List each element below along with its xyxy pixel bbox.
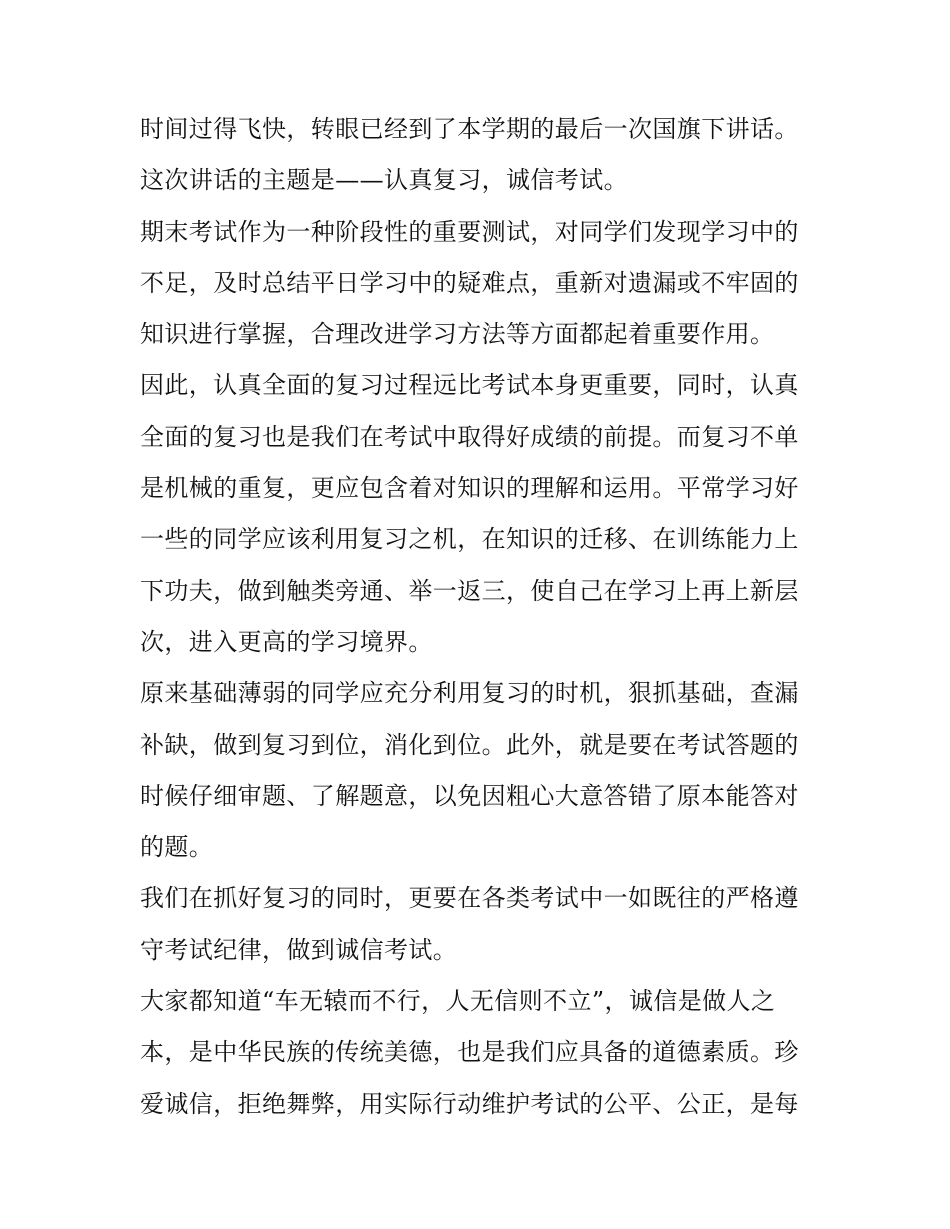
text-line: 爱诚信，拒绝舞弊，用实际行动维护考试的公平、公正，是每 [140,1089,799,1118]
speech-text [140,104,820,1130]
text-line: 守考试纪律，做到诚信考试。 [140,935,458,964]
text-line: 时候仔细审题、了解题意，以免因粗心大意答错了原本能答对 [140,781,799,810]
paragraph-1 [140,104,820,207]
paragraph-4 [140,668,820,873]
text-line: 下功夫，做到触类旁通、举一返三，使自己在学习上再上新层 [140,576,799,605]
text-line: 次，进入更高的学习境界。 [140,627,433,656]
paragraph-3 [140,360,820,668]
text-line: 大家都知道“车无辕而不行，人无信则不立”，诚信是做人之 [140,987,776,1016]
text-line: 时间过得飞快，转眼已经到了本学期的最后一次国旗下讲话。 [140,115,799,143]
text-line: 因此，认真全面的复习过程远比考试本身更重要，同时，认真 [140,371,799,400]
text-line: 的题。 [140,833,214,862]
text-line: 本，是中华民族的传统美德，也是我们应具备的道德素质。珍 [140,1038,799,1067]
text-line: 我们在抓好复习的同时，更要在各类考试中一如既往的严格遵 [140,884,799,913]
text-line: 补缺，做到复习到位，消化到位。此外，就是要在考试答题的 [140,730,799,759]
text-line: 原来基础薄弱的同学应充分利用复习的时机，狠抓基础，查漏 [140,679,799,708]
text-line: 是机械的重复，更应包含着对知识的理解和运用。平常学习好 [140,474,799,503]
text-line: 知识进行掌握，合理改进学习方法等方面都起着重要作用。 [140,320,775,349]
text-line: 期末考试作为一种阶段性的重要测试，对同学们发现学习中的 [140,217,799,246]
text-line: 这次讲话的主题是——认真复习，诚信考试。 [140,166,628,195]
paragraph-6 [140,976,820,1130]
text-line: 不足，及时总结平日学习中的疑难点，重新对遗漏或不牢固的 [140,268,799,297]
paragraph-5 [140,873,820,976]
paragraph-2 [140,207,820,361]
text-line: 一些的同学应该利用复习之机，在知识的迁移、在训练能力上 [140,525,799,554]
text-line: 全面的复习也是我们在考试中取得好成绩的前提。而复习不单 [140,422,799,451]
